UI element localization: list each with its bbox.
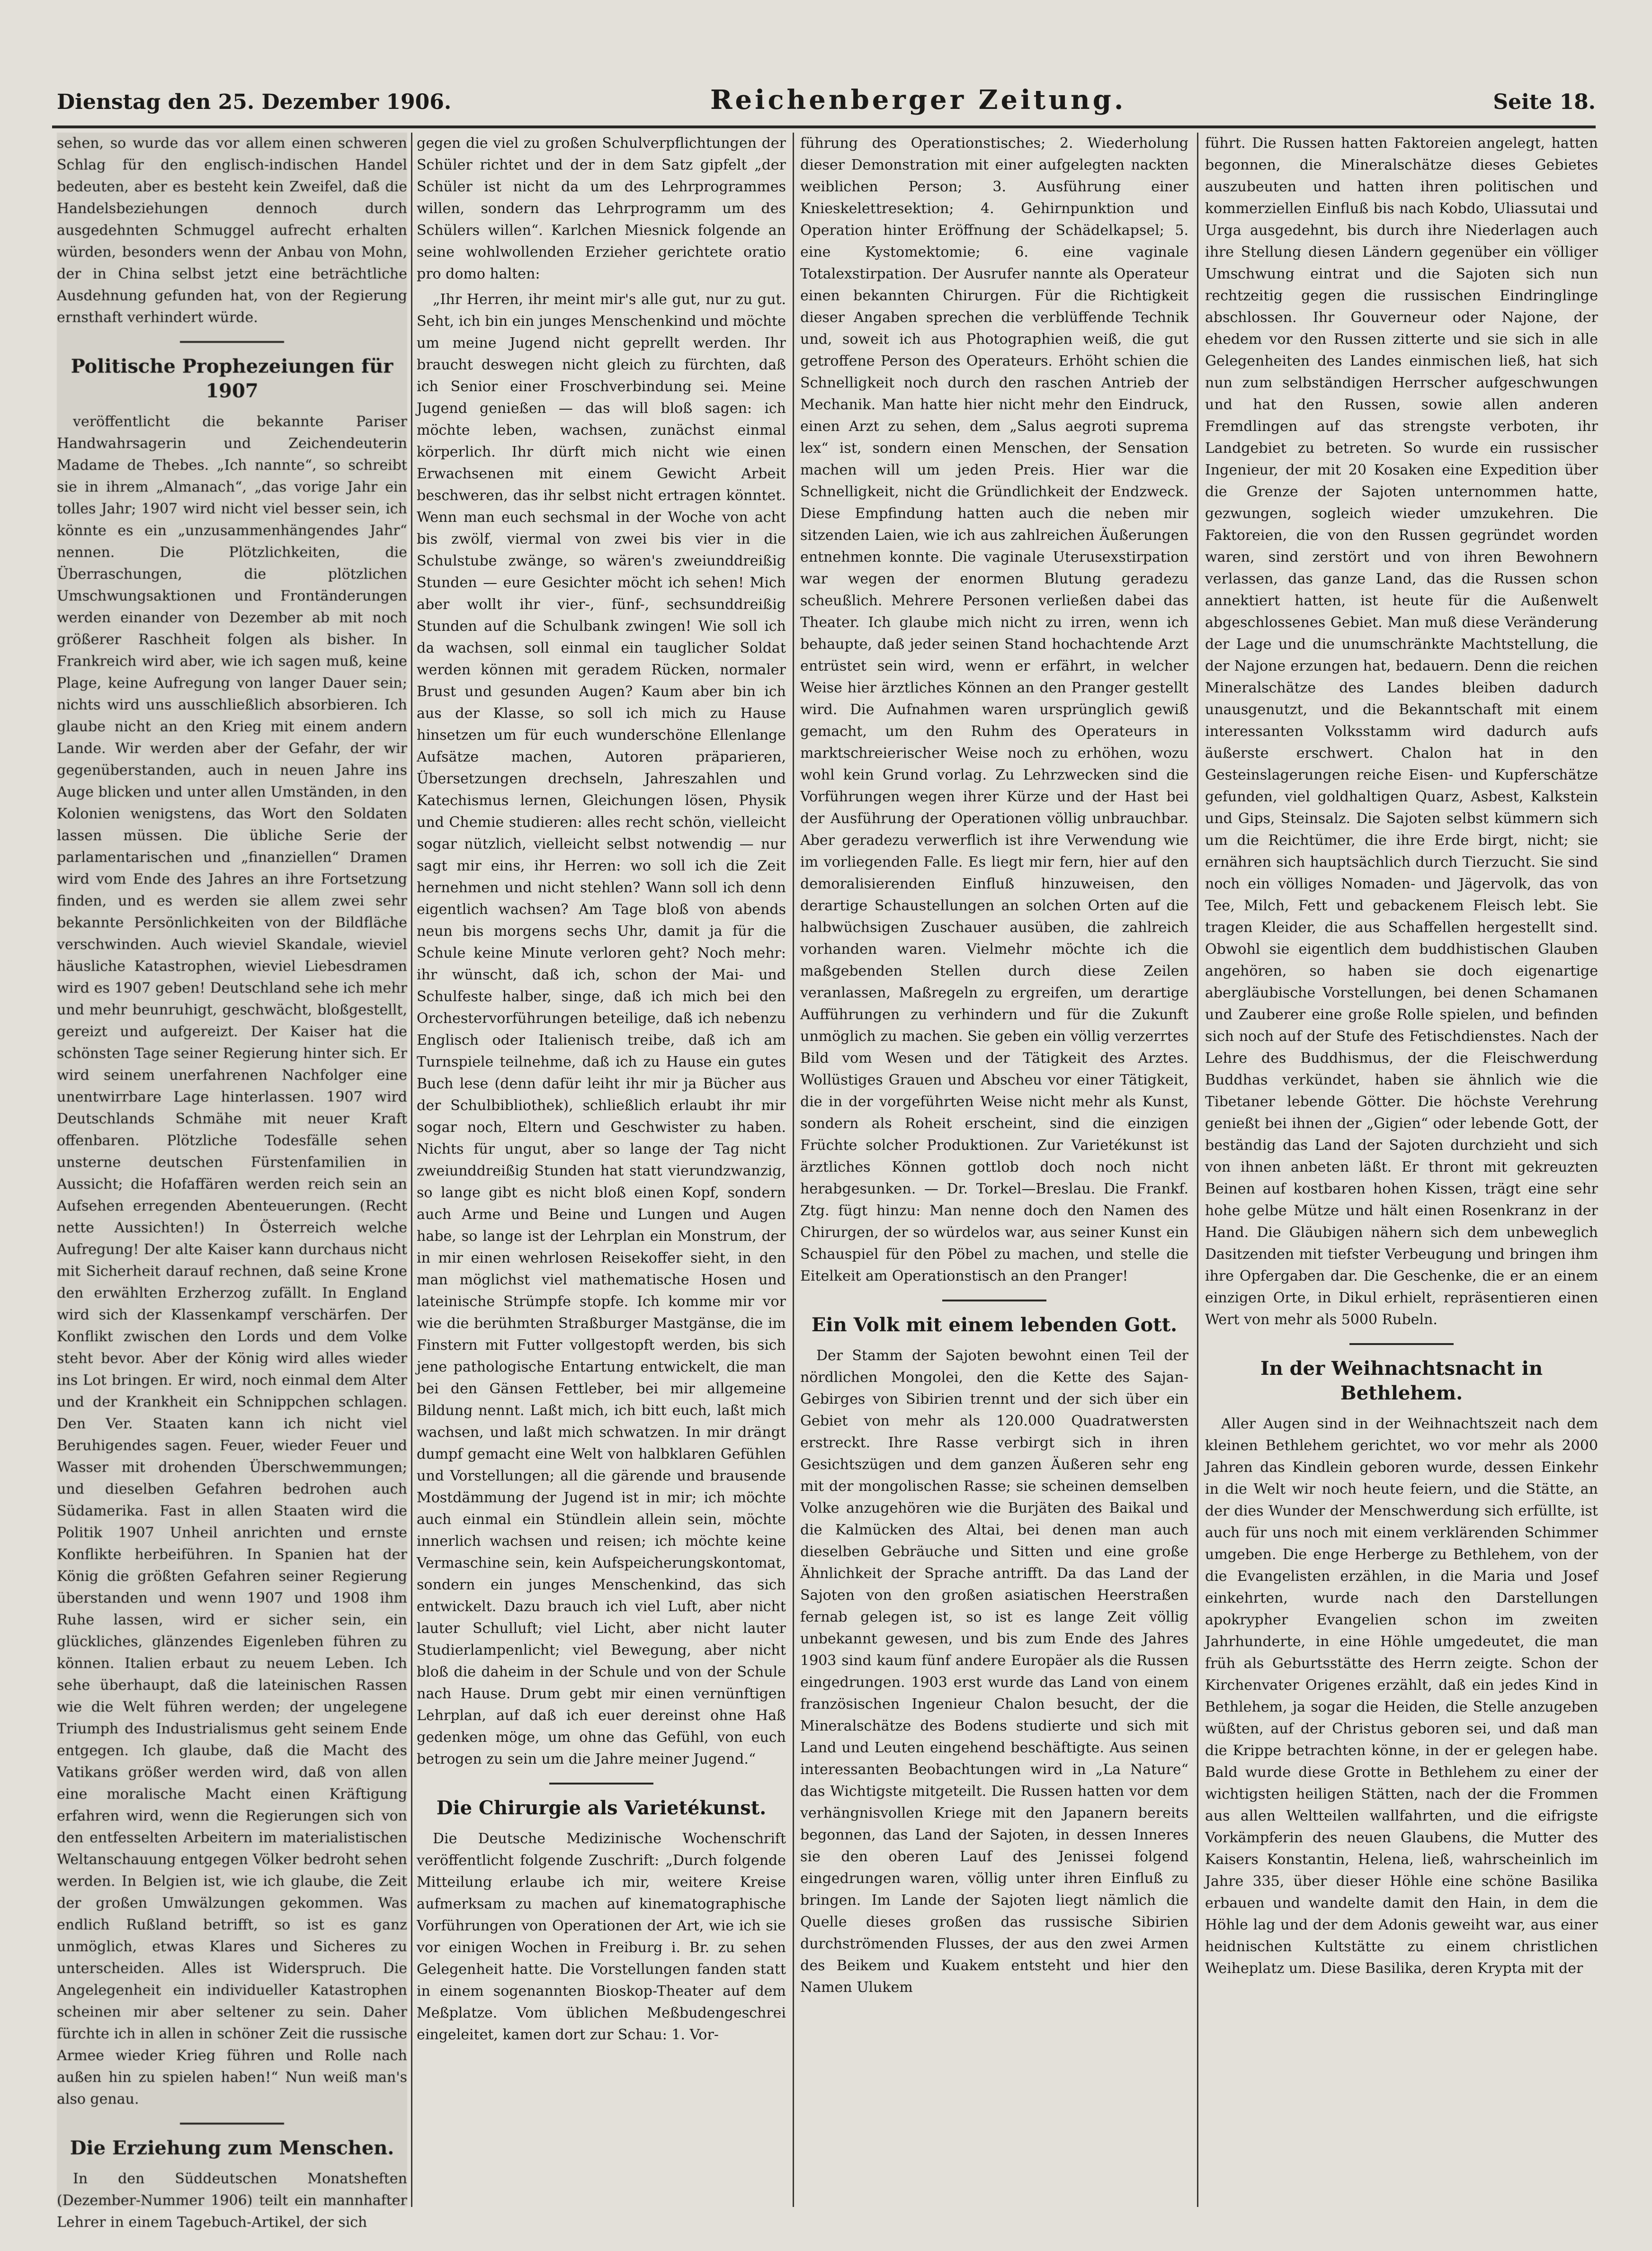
issue-date: Dienstag den 25. Dezember 1906.: [57, 90, 452, 114]
separator-rule: [1349, 1343, 1454, 1345]
separator-rule: [180, 341, 284, 343]
article-continuation: sehen, so wurde das vor allem einen schweren Schlag für den englisch-indischen Handel bedeuten, aber es besteht kein Zweifel, daß die Handelsbeziehungen dennoch durch ausgedehnten Schmuggel aufrecht erhalten würden, besonders wenn der Anbau von Mohn, der in China selbst jetzt eine beträchtliche Ausdehnung gefunden hat, von der Regierung ernsthaft verhindert würde.: [57, 135, 407, 326]
separator-rule: [549, 1783, 653, 1785]
article-body: „Ihr Herren, ihr meint mir's alle gut, nur zu gut. Seht, ich bin ein junges Menschenkind und möchte um meine Jugend nicht geprellt werden. Ihr braucht deswegen nicht gleich zu fürchten, daß ich Senior einer Froschverbindung sei. Meine Jugend genießen — das will bloß sagen: ich möchte leben, wachsen, zunächst einmal körperlich. Ihr dürft mich nicht wie einen Erwachsenen mit einem Gewicht Arbeit beschweren, das ihr selbst nicht ertragen könntet. Wenn man euch sechsmal in der Woche von acht bis zwölf, viermal von zwei bis vier in die Schulstube zwänge, so wären's zweiunddreißig Stunden — eure Gesichter möcht ich sehen! Mich aber wollt ihr vier-, fünf-, sechsunddreißig Stunden auf die Schulbank zwingen! Wie soll ich da wachsen, soll einmal ein tauglicher Soldat werden können mit geradem Rücken, normaler Brust und gesunden Augen? Kaum aber bin ich aus der Klasse, so soll ich mich zu Hause hinsetzen um für euch wunderschöne Ellenlange Aufsätze machen, Autoren präparieren, Übersetzungen drechseln, Jahreszahlen und Katechismus lernen, Gleichungen lösen, Physik und Chemie studieren: alles recht schön, vielleicht sogar nützlich, vielleicht selbst notwendig — nur sagt mir eins, ihr Herren: wo soll ich die Zeit hernehmen und nicht stehlen? Wann soll ich denn eigentlich wachsen? Am Tage bloß von abends neun bis morgens sechs Uhr, damit ja für die Schule keine Minute verloren geht? Noch mehr: ihr wünscht, daß ich, schon der Mai- und Schulfeste halber, singe, daß ich mich bei den Orchestervorführungen beteilige, daß ich nebenzu Englisch oder Italienisch treibe, daß ich am Turnspiele teilnehme, daß ich zu Hause ein gutes Buch lese (denn dafür leiht ihr mir ja Bücher aus der Schulbibliothek), schließlich erlaubt ihr mir sogar noch, Eltern und Geschwister zu haben. Nichts für ungut, aber so lange der Tag nicht zweiunddreißig Stunden hat statt vierundzwanzig, so lange gibt es nicht bloß einen Kopf, sondern auch Arme und Beine und Lungen und Augen habe, so lange ist der Lehrplan ein Monstrum, der in mir einen wehrlosen Reisekoffer sieht, in den man möglichst viel mathematische Hosen und lateinische Strümpfe stopfe. Ich komme mir vor wie die berühmten Straßburger Mastgänse, die im Finstern mit Futter vollgestopft werden, bis sich jene pathologische Entartung entwickelt, die man bei den Gänsen Fettleber, bei mir allgemeine Bildung nennt. Laßt mich, ich bitt euch, laßt mich wachsen, und laßt mich schwatzen. In mir drängt dumpf gemacht eine Welt von halbklaren Gefühlen und Vorstellungen; all die gärende und brausende Mostdämmung der Jugend ist in mir; ich möchte auch einmal ein Stündlein allein sein, möchte innerlich wachsen und reisen; ich möchte keine Vermaschine sein, kein Aufspeicherungskontomat, sondern ein junges Menschenkind, das sich entwickelt. Dazu brauch ich viel Luft, aber nicht lauter Schulluft; viel Licht, aber nicht lauter Studierlampenlicht; viel Bewegung, aber nicht bloß die daheim in der Schule und von der Schule nach Hause. Drum gebt mir einen vernünftigen Lehrplan, auf daß ich euer dereinst ohne Haß gedenken möge, um ohne das Gefühl, von euch betrogen zu sein um die Jahre meiner Jugend.“: [417, 291, 786, 1767]
column-2: [417, 133, 786, 2207]
column-3: [800, 133, 1188, 2207]
header-rule: [52, 126, 1596, 128]
article-body: führung des Operationstisches; 2. Wiederholung dieser Demonstration mit einer aufgelegten nackten weiblichen Person; 3. Ausführung einer Knieskelettresektion; 4. Gehirnpunktion und Operation hinter Eröffnung der Schädelkapsel; 5. eine Kystomektomie; 6. eine vaginale Totalexstirpation. Der Ausrufer nannte als Operateur einen bekannten Chirurgen. Für die Richtigkeit dieser Angaben sprechen die verblüffende Technik und, soweit ich aus Photographien weiß, die gut getroffene Person des Operateurs. Erhöht schien die Schnelligkeit noch durch den raschen Antrieb der Mechanik. Man hatte hier nicht mehr den Eindruck, einen Arzt zu sehen, dem „Salus aegroti suprema lex“ ist, sondern einen Menschen, der Sensation machen will um jeden Preis. Hier war die Schnelligkeit, nicht die Gründlichkeit der Endzweck. Diese Empfindung hatten auch die neben mir sitzenden Laien, wie ich aus zahlreichen Äußerungen entnehmen konnte. Die vaginale Uterusexstirpation war wegen der enormen Blutung geradezu scheußlich. Mehrere Personen verließen dabei das Theater. Ich glaube mich nicht zu irren, wenn ich behaupte, daß jeder seinen Stand hochachtende Arzt entrüstet sein wird, wenn er erfährt, in welcher Weise hier ärztliches Können an den Pranger gestellt wird. Die Aufnahmen waren ursprünglich gewiß gemacht, um den Ruhm des Operateurs in marktschreierischer Weise noch zu erhöhen, wozu wohl kein Grund vorlag. Zu Lehrzwecken sind die Vorführungen wegen ihrer Kürze und der Hast bei der Ausführung der Operationen völlig unbrauchbar. Aber geradezu verwerflich ist ihre Verwendung wie im vorliegenden Falle. Es liegt mir fern, hier auf den demoralisierenden Einfluß hinzuweisen, den derartige Schaustellungen an solchen Orten auf die halbwüchsigen Zuschauer ausüben, die zahlreich vorhanden waren. Vielmehr möchte ich die maßgebenden Stellen durch diese Zeilen veranlassen, Maßregeln zu ergreifen, um derartige Aufführungen zu verhindern und für die Zukunft unmöglich zu machen. Sie geben ein völlig verzerrtes Bild vom Wesen und der Tätigkeit des Arztes. Wollüstiges Grauen und Abscheu vor einer Tätigkeit, die in der vorgeführten Weise nicht mehr als Kunst, sondern als Roheit erscheint, sind die einzigen Früchte solcher Produktionen. Zur Varietékunst ist ärztliches Können gottlob doch noch nicht herabgesunken. — Dr. Torkel—Breslau. Die Frankf. Ztg. fügt hinzu: Man nenne doch den Namen des Chirurgen, der so würdelos war, aus seiner Kunst ein Schauspiel für den Pöbel zu machen, und stelle die Eitelkeit am Operationstisch an den Pranger!: [800, 135, 1188, 1284]
article-body: Der Stamm der Sajoten bewohnt einen Teil der nördlichen Mongolei, den die Kette des Sajan-Gebirges von Sibirien trennt und der sich über ein Gebiet von mehr als 120.000 Quadratwersten erstreckt. Ihre Rasse verbirgt sich in ihren Gesichtszügen und dem ganzen Äußeren sehr eng mit der mongolischen Rasse; sie scheinen demselben Volke anzugehören wie die Burjäten des Baikal und die Kalmücken des Altai, bei denen man auch dieselben Gebräuche und Sitten und eine große Ähnlichkeit der Sprache antrifft. Da das Land der Sajoten von den großen asiatischen Heerstraßen fernab gelegen ist, so ist es lange Zeit völlig unbekannt gewesen, und bis zum Ende des Jahres 1903 sind kaum fünf andere Europäer als die Russen eingedrungen. 1903 erst wurde das Land von einem französischen Ingenieur Chalon besucht, der die Mineralschätze des Bodens studierte und sich mit Land und Leuten eingehend beschäftigte. Aus seinen interessanten Beobachtungen wird in „La Nature“ das Wichtigste mitgeteilt. Die Russen hatten vor dem verhängnisvollen Kriege mit den Japanern bereits begonnen, das Land der Sajoten, in dessen Inneres sie den oberen Lauf des Jenissei folgend eingedrungen waren, völlig unter ihren Einfluß zu bringen. Im Lande der Sajoten liegt nämlich die Quelle dieses großen das russische Sibirien durchströmenden Flusses, der aus den zwei Armen des Beikem und Kuakem entsteht und hier den Namen Ulukem: [800, 1347, 1188, 1996]
article-body: gegen die viel zu großen Schulverpflichtungen der Schüler richtet und der in dem Satz gipfelt „der Schüler ist nicht da um des Lehrprogrammes willen, sondern das Lehrprogramm um des Schülers willen“. Karlchen Miesnick folgende an seine wohlwollenden Erzieher gerichtete oratio pro domo halten:: [417, 135, 786, 282]
article-body: veröffentlicht die bekannte Pariser Handwahrsagerin und Zeichendeuterin Madame de Thebes. „Ich nannte“, so schreibt sie in ihrem „Almanach“, „das vorige Jahr ein tolles Jahr; 1907 wird nicht viel besser sein, ich könnte es ein „unzusammenhängendes Jahr“ nennen. Die Plötzlichkeiten, die Überraschungen, die plötzlichen Umschwungsaktionen und Frontänderungen werden einander von Dezember ab mit noch größerer Raschheit folgen als bisher. In Frankreich wird aber, wie ich sagen muß, keine Plage, keine Aufregung von langer Dauer sein; nichts wird uns ausschließlich absorbieren. Ich glaube nicht an den Krieg mit einem andern Lande. Wir werden aber der Gefahr, der wir gegenüberstanden, auch in neuen Jahre ins Auge blicken und unter allen Umständen, in den Kolonien wenigstens, das Wort den Soldaten lassen müssen. Die übliche Serie der parlamentarischen und „finanziellen“ Dramen wird vom Ende des Jahres an ihre Fortsetzung finden, und es werden sie allem zwei sehr bekannte Persönlichkeiten von der Bildfläche verschwinden. Auch wieviel Skandale, wieviel häusliche Katastrophen, wieviel Liebesdramen wird es 1907 geben! Deutschland sehe ich mehr und mehr beunruhigt, geschwächt, bloßgestellt, gereizt und aufgereizt. Der Kaiser hat die schönsten Tage seiner Regierung hinter sich. Er wird seinem unerfahrenen Nachfolger eine unentwirrbare Lage hinterlassen. 1907 wird Deutschlands Schmähe mit neuer Kraft offenbaren. Plötzliche Todesfälle sehen unsterne deutschen Fürstenfamilien in Aussicht; die Hofaffären werden reich sein an Aufsehen erregenden Abenteuerungen. (Recht nette Aussichten!) In Österreich welche Aufregung! Der alte Kaiser kann durchaus nicht mit Sicherheit darauf rechnen, daß seine Krone den erwählten Erzherzog zufällt. In England wird sich der Klassenkampf verschärfen. Der Konflikt zwischen den Lords und dem Volke steht bevor. Aber der König wird alles wieder ins Lot bringen. Er wird, noch einmal dem Alter und der Krankheit ein Schnippchen schlagen. Den Ver. Staaten kann ich nicht viel Beruhigendes sagen. Feuer, wieder Feuer und Wasser mit drohenden Überschwemmungen; und dieselben Gefahren bedrohen auch Südamerika. Fast in allen Staaten wird die Politik 1907 Unheil anrichten und ernste Konflikte herbeiführen. In Spanien hat der König die größten Gefahren seiner Regierung überstanden und wenn 1907 und 1908 ihm Ruhe lassen, wird er sicher sein, ein glückliches, glänzendes Eigenleben führen zu können. Italien erbaut zu neuem Leben. Ich sehe überhaupt, daß die lateinischen Rassen wie die Welt führen werden; der ungelegene Triumph des Industrialismus geht seinem Ende entgegen. Ich glaube, daß die Macht des Vatikans größer werden wird, daß von allen eine moralische Macht einen Kräftigung erfahren wird, wenn die Regierungen sich von den entfesselten Arbeitern im materialistischen Weltanschauung entgegen Völker bedroht sehen werden. In Belgien ist, wie ich glaube, die Zeit der großen Umwälzungen gekommen. Was endlich Rußland betrifft, so ist es ganz unmöglich, etwas Klares und Sicheres zu unterscheiden. Alles ist Widerspruch. Die Angelegenheit ein individueller Katastrophen scheinen mir aber seltener zu sein. Daher fürchte ich in allen in schöner Zeit die russische Armee wieder Krieg führen und Rolle nach außen hin zu spielen haben!“ Nun weiß man's also genau.: [57, 413, 407, 2108]
column-1: [57, 133, 407, 2231]
column-divider: [411, 133, 412, 2207]
article-body: Aller Augen sind in der Weihnachtszeit nach dem kleinen Bethlehem gerichtet, wo vor mehr als 2000 Jahren das Kindlein geboren wurde, dessen Einkehr in die Welt wir noch heute feiern, und die Stätte, an der dies Wunder der Menschwerdung sich erfüllte, ist auch für uns noch mit einem verklärenden Schimmer umgeben. Die enge Herberge zu Bethlehem, von der die Evangelisten erzählen, in die Maria und Josef einkehrten, wurde nach den Darstellungen apokrypher Evangelien schon im zweiten Jahrhunderte, in eine Höhle umgedeutet, die man früh als Geburtsstätte des Herrn zeigte. Schon der Kirchenvater Origenes erzählt, daß ein jedes Kind in Bethlehem, ja sogar die Heiden, die Stelle anzugeben wüßten, auf der Christus geboren sei, und daß man die Krippe betrachten könne, in der er gelegen habe. Bald wurde diese Grotte in Bethlehem zu einer der wichtigsten heiligen Stätten, nach der die Frommen aus allen Weltteilen wallfahrten, und die eifrigste Vorkämpferin des neuen Glaubens, die Mutter des Kaisers Konstantin, Helena, ließ, wahrscheinlich im Jahre 335, über dieser Höhle eine schöne Basilika erbauen und wandelte damit den Hain, in dem die Höhle lag und der dem Adonis geweiht war, aus einer heidnischen Kultstätte zu einem christlichen Weiheplatz um. Diese Basilika, deren Krypta mit der: [1205, 1416, 1598, 1977]
page-number: Seite 18.: [1493, 90, 1596, 114]
column-4: [1205, 133, 1598, 2207]
article-heading-bethlehem: In der Weihnachtsnacht in Bethlehem.: [1260, 1357, 1543, 1404]
separator-rule: [180, 2123, 284, 2125]
article-body: Die Deutsche Medizinische Wochenschrift veröffentlicht folgende Zuschrift: „Durch folgende Mitteilung erlaube ich mir, weitere Kreise aufmerksam zu machen auf kinematographische Vorführungen von Operationen der Art, wie ich sie vor einigen Wochen in Freiburg i. Br. zu sehen Gelegenheit hatte. Die Vorstellungen fanden statt in einem sogenannten Bioskop-Theater auf dem Meßplatze. Vom üblichen Meßbudengeschrei eingeleitet, kamen dort zur Schau: 1. Vor-: [417, 1830, 786, 2043]
article-body: führt. Die Russen hatten Faktoreien angelegt, hatten begonnen, die Mineralschätze dieses Gebietes auszubeuten und hatten ihren politischen und kommerziellen Einfluß bis nach Kobdo, Uliassutai und Urga ausgedehnt, bis durch ihre Niederlagen auch ihre Stellung diesen Ländern gegenüber ein völliger Umschwung eintrat und die Sajoten sich nun rechtzeitig gegen die russischen Eindringlinge abschlossen. Ihr Gouverneur oder Najone, der ehedem vor den Russen zitterte und sie sich in alle Gelegenheiten des Landes einmischen ließ, hat sich nun zum selbständigen Herrscher aufgeschwungen und hat den Russen, sowie allen anderen Fremdlingen auf das strengste verboten, ihr Landgebiet zu betreten. So wurde ein russischer Ingenieur, der mit 20 Kosaken eine Expedition über die Grenze der Sajoten unternommen hatte, gezwungen, sogleich wieder umzukehren. Die Faktoreien, die von den Russen gegründet worden waren, sind zerstört und von ihren Bewohnern verlassen, das ganze Land, das die Russen schon annektiert hatten, ist heute für die Außenwelt abgeschlossenes Gebiet. Man muß diese Veränderung der Lage und die unumschränkte Machtstellung, die der Najone erzungen hat, bedauern. Denn die reichen Mineralschätze des Landes bleiben dadurch unausgenutzt, und die Bekanntschaft mit einem interessanten Volksstamm wird dadurch aufs äußerste erschwert. Chalon hat in den Gesteinslagerungen reiche Eisen- und Kupferschätze gefunden, viel goldhaltigen Quarz, Asbest, Kalkstein und Gips, Steinsalz. Die Sajoten selbst kümmern sich um die Reichtümer, die ihre Erde birgt, nicht; sie ernähren sich hauptsächlich durch Tierzucht. Sie sind noch ein völliges Nomaden- und Jägervolk, das von Tee, Milch, Fett und gebackenem Fleisch lebt. Sie tragen Kleider, die aus Schaffellen hergestellt sind. Obwohl sie eigentlich dem buddhistischen Glauben angehören, so haben sie doch eigenartige abergläubische Vorstellungen, bei denen Schamanen und Zauberer eine große Rolle spielen, und befinden sich noch auf der Stufe des Fetischdienstes. Nach der Lehre des Buddhismus, der die Fleischwerdung Buddhas verkündet, haben sie ähnlich wie die Tibetaner lebende Götter. Die höchste Verehrung genießt bei ihnen der „Gigien“ oder lebende Gott, der beständig das Land der Sajoten durchzieht und sich von ihnen anbeten läßt. Er thront mit gekreuzten Beinen auf kostbaren hohen Kissen, trägt eine sehr hohe gelbe Mütze und hält einen Rosenkranz in der Hand. Die Gläubigen nähern sich dem unbeweglich Dasitzenden mit tiefster Verbeugung und bringen ihm ihre Opfergaben dar. Die Geschenke, die er an einem einzigen Orte, in Dikul erhielt, repräsentieren einen Wert von mehr als 5000 Rubeln.: [1205, 135, 1598, 1328]
separator-rule: [942, 1300, 1046, 1301]
article-heading-living-god: Ein Volk mit einem lebenden Gott.: [811, 1314, 1178, 1336]
article-heading-education: Die Erziehung zum Menschen.: [70, 2137, 394, 2159]
column-divider: [793, 133, 794, 2207]
article-heading-surgery: Die Chirurgie als Varietékunst.: [436, 1797, 767, 1819]
article-body: In den Süddeutschen Monatsheften (Dezember-Nummer 1906) teilt ein mannhafter Lehrer in einem Tagebuch-Artikel, der sich: [57, 2170, 407, 2231]
page-header: [57, 81, 1596, 133]
column-divider: [1197, 133, 1198, 2207]
article-heading-prophecies: Politische Prophezeiungen für 1907: [71, 355, 393, 402]
newspaper-title: Reichenberger Zeitung.: [710, 84, 1126, 116]
